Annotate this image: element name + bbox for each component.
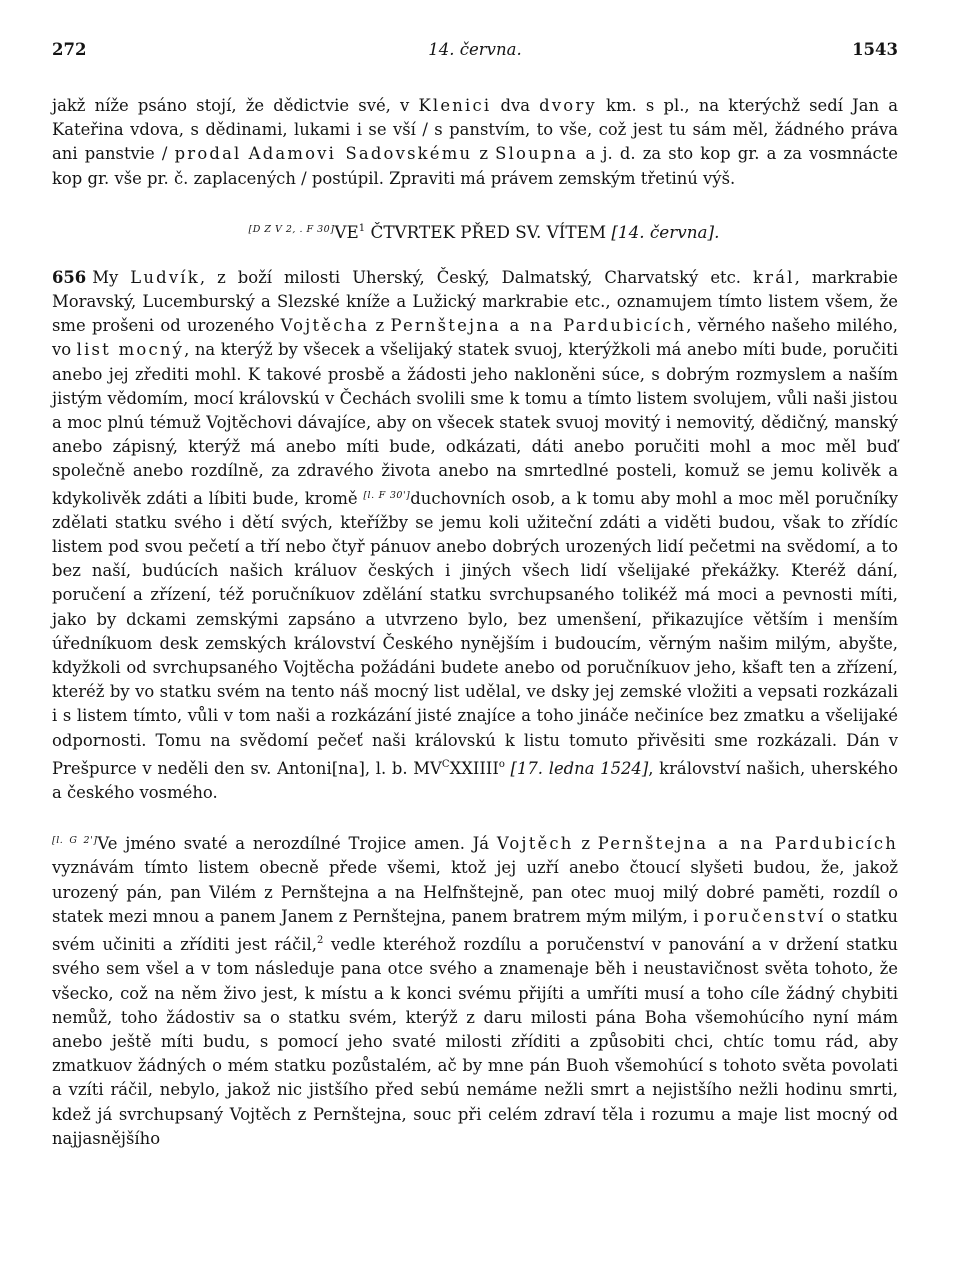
running-date: 14. června. [428,40,522,59]
folio-reference: [l. F 30'] [363,489,411,501]
text-run: z [369,316,391,336]
entry-number: 656 [52,267,87,287]
intro-paragraph [52,94,898,191]
text-run: , věrného našeho milého, vo [52,316,899,360]
document-656 [52,266,898,805]
spaced-text: Ludvík [130,267,200,287]
spaced-text: Pernštejna a na Pardubicích [390,316,687,336]
text-run: My [92,267,131,287]
text-run: vyznávám tímto listem obecně přede všemi, ktož jej uzří anebo čtoucí slyšeti budou, že, jakož urozený pán, pan Vilém z Pernštejna a na Helfnštejně, pan otec muoj milý dobré paměti, rozdíl o statek mezi mnou a panem Janem z Pernštejna, panem bratrem mým milým, i [52,858,898,926]
spaced-text: poručenství [703,906,826,926]
page-header [52,40,898,66]
text-run: z [573,834,598,854]
document-will [52,829,898,1151]
text-run: Ve jméno svaté a nerozdílné Trojice amen. Já [97,834,497,854]
spaced-text: dvory [539,96,597,115]
spaced-text: prodal [174,144,242,164]
heading-word: VE [334,221,359,242]
editorial-date: [17. ledna 1524] [510,758,649,778]
spaced-text: Klenici [418,96,492,115]
text-run: duchovních osob, a k tomu aby mohl a moc měl poručníky zdělati statku svého i dětí svých, kteřížby se jemu koli užiteční zdáti a viděti budou, však to zřídíc listem pod svou pečetí a tří nebo čtyř pánuov anebo dobrých urozených lidí pečetmi na svědomí, a to bez naší, budúcích našich králuov českých i jiných všech lidí všelijaké překážky. Kteréž dání, poručení a zřízení, též poručníkuov zdělání statku svrchupsaného tolikéž má moci a pevnosti míti, jako by dckami zemskými zapsáno a utvrzeno bylo, bez umenšení, přikazujíce větším i menším úředníkuom desk zemských království Českého nynějším i budoucím, věrným našim milým, abyšte, kdyžkoli od svrchupsaného Vojtěcha požádáni budete anebo od poručníkuov jeho, kšaft ten a zřízení, kteréž by vo statku svém na tento náš mocný list udělal, ve dsky jej zemské vložiti a vepsati rozkázali i s listem tímto, vůli v tom naši a rozkázání jisté znajíce a toho jináče nečiníce bez zmatku a všelijaké odpornosti. Tomu na svědomí pečeť naši královskú k listu tomuto přivěsiti sme rozkázali. Dán v Prešpurce v neděli den sv. Antoni[na], l. b. MV [52,488,898,778]
text-run: XXIIII [449,758,499,778]
text-run: km. s pl., na kterýchž sedí Jan a Kateřina vdova, s dědinami, lukami i se vší / s panstvím, to vše, což jest tu sám měl, žádného práva ani panstvie / [52,96,898,164]
section-heading [52,217,898,244]
text-run: dva [491,96,540,115]
superscript: o [498,758,505,770]
page [52,40,898,1151]
text-run: , na kterýž by všecek a všelijaký statek svuoj, kterýžkoli má anebo míti bude, poručiti anebo jej zřediti mohl. K takové prosbě a žádosti jeho nakloněni súce, s dobrým rozmyslem a naším jistým vědomím, mocí královskú v Čechách svolili sme k tomu a tímto listem svolujem, vůli naši jistou a moc plnú témuž Vojtěchovi dávajíce, aby on všecek statek svuoj movitý i nemovitý, dědičný, manský anebo zápisný, kterýž má anebo míti bude, odkázati, dáti anebo poručiti mohl a moc měl buď společně anebo rozdílně, za zdravého života anebo na smrtedlné posteli, komuž se jemu kolivěk a kdykolivěk zdáti a líbiti bude, kromě [52,340,898,508]
spaced-text: Vojtěch [496,834,574,854]
page-number: 272 [52,40,87,59]
footnote-marker: 2 [317,935,324,947]
text-run: z [472,144,496,164]
footnote-marker: 1 [358,222,366,234]
text-run: vedle kteréhož rozdílu a poručenství v panování a v držení statku svého sem všel a v tom následuje pana otce svého a znamenaje běh i neustavičnost světa tohoto, že všecko, což na něm živo jest, k místu a k konci svému přijíti a umříti musí a toho cíle žádný chybiti nemůž, toho žádostiv sa o statku svém, kterýž z daru milosti pána Boha všemohúcího nyní mám anebo ještě míti budu, s pomocí jeho svaté milosti zříditi a způsobiti chci, chtíc tomu rád, aby zmatkuov žádných o mém statku pozůstalém, ač by mne pán Buoh všemohúcí s tohoto světa povolati a vzíti ráčil, nebylo, jakož nic jistšího před sebú nemáme nežli smrt a nejistšího nežli hodinu smrti, kdež já svrchupsaný Vojtěch z Pernštejna, souc při celém zdraví těla i rozumu a maje list mocný od najjasnějšího [52,935,898,1148]
text-run: a j. d. za sto kop gr. a za vosmnácte kop gr. vše pr. č. zaplacených / postúpil. Zpraviti má právem zemským třetinú výš. [52,144,898,188]
text-run [242,144,249,163]
heading-title: ČTVRTEK PŘED SV. VÍTEM [365,221,612,242]
text-run: , království našich, uherského a českého vosmého. [52,758,899,803]
text-run: o statku svém učiniti a zříditi jest ráčil, [52,906,898,955]
running-year: 1543 [852,40,898,59]
text-run: , z boží milosti Uherský, Český, Dalmatský, Charvatský etc. [199,267,754,287]
spaced-text: Pernštejna a na Pardubicích [597,834,898,854]
spaced-text: Adamovi Sadovskému [248,144,473,164]
spaced-text: Vojtěcha [280,316,370,336]
spaced-text: list mocný [76,340,185,360]
superscript: C [441,758,450,770]
spaced-text: Sloupna [495,144,579,164]
text-run: jakž níže psáno stojí, že dědictvie své, v [52,96,419,115]
spaced-text: král [753,267,795,287]
folio-reference: [l. G 2'] [52,835,98,847]
text-run: , markrabie Moravský, Lucemburský a Slezské kníže a Lužický markrabie etc., oznamujem tímto listem všem, že sme prošeni od urozeného [52,267,898,336]
folio-reference: [D Z V 2, . F 30] [248,223,335,235]
heading-date: [14. června]. [611,221,720,242]
